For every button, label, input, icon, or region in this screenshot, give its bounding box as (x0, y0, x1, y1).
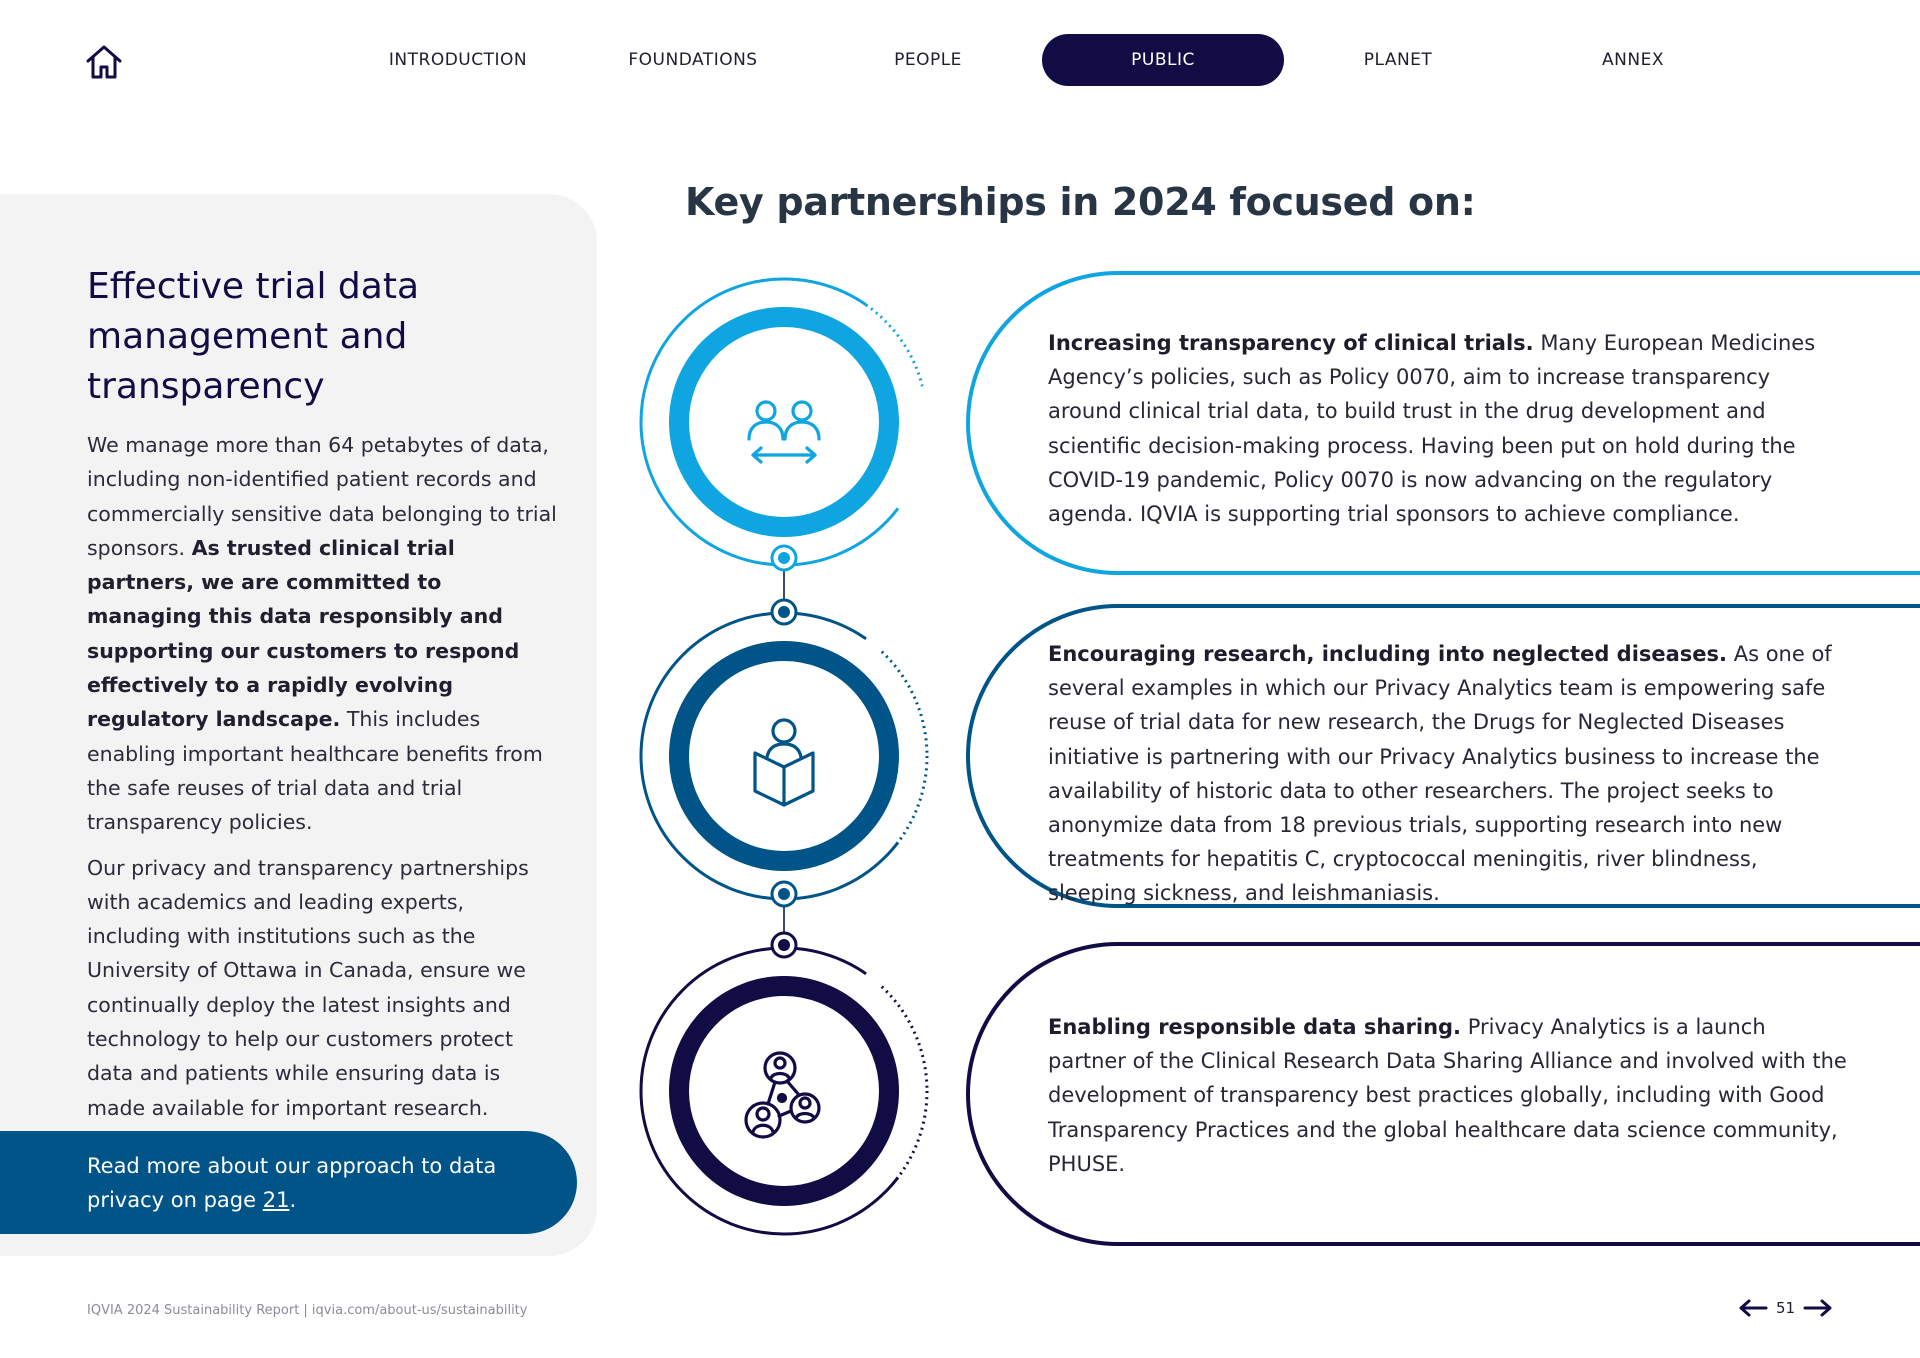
paragraph-1: We manage more than 64 petabytes of data, including non-identified patient records and commercially sensitive data belonging to trial sponsors. As trusted clinical trial partners, we are committed to managing this data responsibly and supporting our customers to respond effectively to a rapidly evolving regulatory landscape. This includes enabling important healthcare benefits from the safe reuses of trial data and trial transparency policies. (87, 433, 557, 835)
read-more-text: Read more about our approach to data privacy on page 21. (87, 1154, 497, 1212)
arrow-left-icon[interactable] (1738, 1298, 1768, 1318)
nav-introduction[interactable]: INTRODUCTION (388, 50, 528, 70)
person-reading-icon (739, 706, 829, 816)
network-people-icon (739, 1043, 829, 1153)
nav-annex[interactable]: ANNEX (1602, 50, 1664, 70)
connector-2-3 (772, 882, 796, 957)
card-2-text: Encouraging research, including into neglected diseases. As one of several examples in which our Privacy Analytics team is empowering safe reuse of trial data for new research, the Drugs for Neglected Diseases initiative is partnering with our Privacy Analytics business to increase the availability of historic data to other researchers. The project seeks to anonymize data from 18 previous trials, supporting research into new treatments for hepatitis C, cryptococcal meningitis, river blindness, sleeping sickness, and leishmaniasis. (1048, 642, 1832, 906)
paragraph-2: Our privacy and transparency partnerships with academics and leading experts, including with institutions such as the University of Ottawa in Canada, ensure we continually deploy the latest insights and technology to help our customers protect data and patients while ensuring data is made available for important research. (87, 855, 529, 1120)
footer-text: IQVIA 2024 Sustainability Report | iqvia.com/about-us/sustainability (87, 1303, 528, 1318)
people-exchange-icon (739, 377, 829, 487)
nav-people[interactable]: PEOPLE (894, 50, 962, 70)
page-21-link[interactable]: 21 (262, 1188, 290, 1212)
arrow-right-icon[interactable] (1803, 1298, 1833, 1318)
nav-public[interactable]: PUBLIC (1042, 34, 1284, 86)
card-1-text: Increasing transparency of clinical trials. Many European Medicines Agency’s policies, such as Policy 0070, aim to increase transparency around clinical trial data, to build trust in the drug development and scientific decision-making process. Having been put on hold during the COVID-19 pandemic, Policy 0070 is now advancing on the regulatory agenda. IQVIA is supporting trial sponsors to achieve compliance. (1048, 331, 1816, 527)
nav-foundations[interactable]: FOUNDATIONS (628, 50, 758, 70)
page-navigation (1738, 1294, 1833, 1322)
partnerships-heading: Key partnerships in 2024 focused on: (685, 180, 1476, 224)
page-number: 51 (1776, 1299, 1796, 1317)
nav-planet[interactable]: PLANET (1363, 50, 1433, 70)
card-3-text: Enabling responsible data sharing. Privacy Analytics is a launch partner of the Clinical Research Data Sharing Alliance and involved with the development of transparency best practices globally, including with Good Transparency Practices and the global healthcare data science community, PHUSE. (1048, 1015, 1847, 1176)
connector-1-2 (772, 546, 796, 624)
section-title: Effective trial data management and transparency (87, 266, 420, 407)
